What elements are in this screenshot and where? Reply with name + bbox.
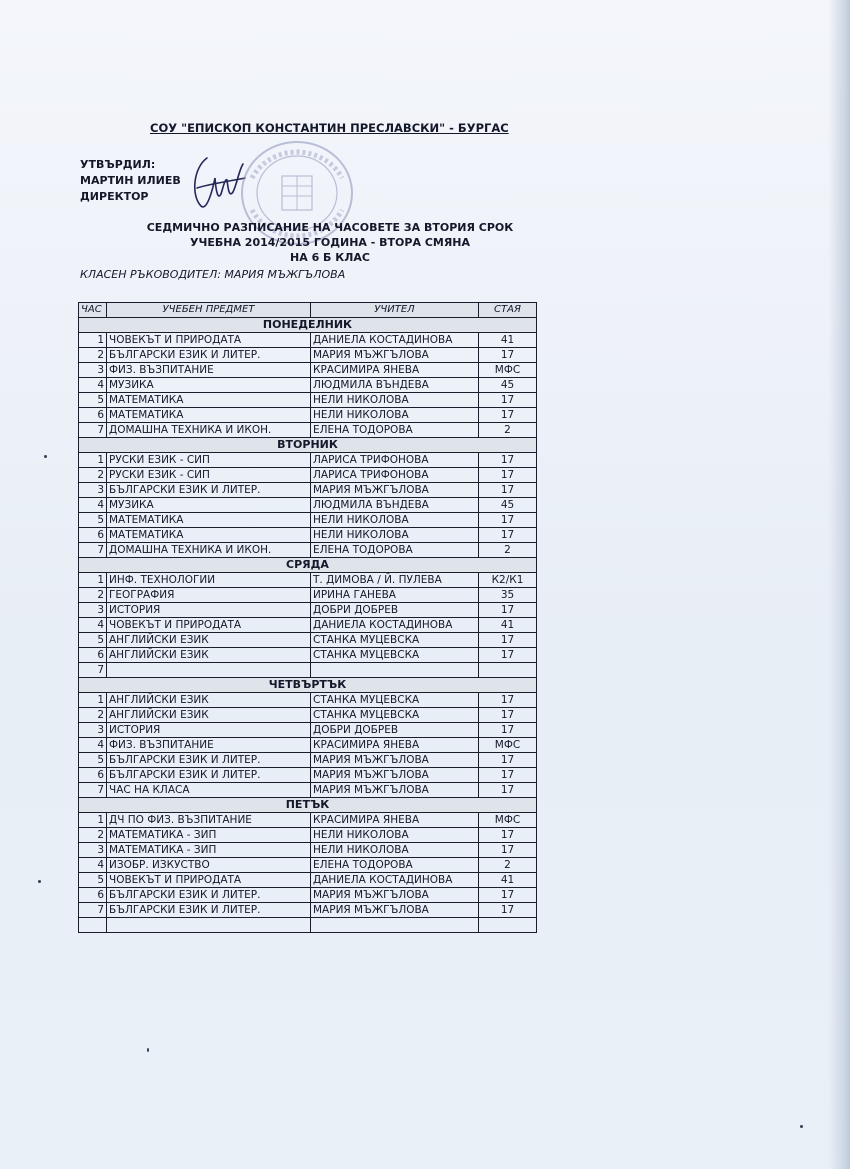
table-row [79,483,537,498]
subject-cell: ДОМАШНА ТЕХНИКА И ИКОН. [107,543,311,558]
subject-cell: МУЗИКА [107,378,311,393]
table-row [79,903,537,918]
hour-cell: 3 [79,723,107,738]
subject-cell: ДЧ ПО ФИЗ. ВЪЗПИТАНИЕ [107,813,311,828]
day-header-row [79,438,537,453]
title-line-1: СЕДМИЧНО РАЗПИСАНИЕ НА ЧАСОВЕТЕ ЗА ВТОРИЯ СРОК [146,221,514,234]
table-row [79,633,537,648]
teacher-cell: КРАСИМИРА ЯНЕВА [311,738,479,753]
school-name: СОУ "ЕПИСКОП КОНСТАНТИН ПРЕСЛАВСКИ" - БУРГАС [150,121,509,135]
table-row [79,453,537,468]
room-cell: 17 [479,903,537,918]
room-cell: 17 [479,753,537,768]
teacher-cell: НЕЛИ НИКОЛОВА [311,513,479,528]
subject-cell: БЪЛГАРСКИ ЕЗИК И ЛИТЕР. [107,768,311,783]
day-name: ПОНЕДЕЛНИК [79,318,537,333]
subject-cell: АНГЛИЙСКИ ЕЗИК [107,693,311,708]
hour-cell: 7 [79,903,107,918]
table-row [79,738,537,753]
hour-cell: 2 [79,588,107,603]
hour-cell: 6 [79,648,107,663]
table-row [79,513,537,528]
subject-cell: БЪЛГАРСКИ ЕЗИК И ЛИТЕР. [107,483,311,498]
teacher-cell: ЕЛЕНА ТОДОРОВА [311,423,479,438]
hour-cell: 4 [79,618,107,633]
table-row [79,693,537,708]
scan-speck [147,1048,149,1052]
hour-cell: 4 [79,378,107,393]
room-cell: 17 [479,528,537,543]
table-row [79,918,537,933]
table-row [79,423,537,438]
hour-cell: 6 [79,528,107,543]
approved-label: УТВЪРДИЛ: [80,158,156,171]
header-room: СТАЯ [479,303,537,318]
hour-cell: 2 [79,828,107,843]
teacher-cell: ЛЮДМИЛА ВЪНДЕВА [311,498,479,513]
hour-cell: 3 [79,363,107,378]
hour-cell: 2 [79,348,107,363]
director-title: ДИРЕКТОР [80,190,149,203]
hour-cell: 2 [79,468,107,483]
room-cell: 17 [479,648,537,663]
hour-cell: 6 [79,888,107,903]
room-cell: 35 [479,588,537,603]
subject-cell: ИСТОРИЯ [107,603,311,618]
teacher-cell: НЕЛИ НИКОЛОВА [311,528,479,543]
table-row [79,378,537,393]
room-cell [479,663,537,678]
title-line-3: НА 6 Б КЛАС [290,251,370,264]
room-cell [479,918,537,933]
subject-cell: РУСКИ ЕЗИК - СИП [107,468,311,483]
subject-cell: ЧОВЕКЪТ И ПРИРОДАТА [107,333,311,348]
room-cell: 17 [479,453,537,468]
teacher-cell: НЕЛИ НИКОЛОВА [311,843,479,858]
hour-cell: 5 [79,393,107,408]
director-name: МАРТИН ИЛИЕВ [80,174,181,187]
subject-cell: МАТЕМАТИКА - ЗИП [107,828,311,843]
room-cell: 17 [479,483,537,498]
hour-cell [79,918,107,933]
scan-speck [800,1125,803,1128]
teacher-cell: МАРИЯ МЪЖГЪЛОВА [311,753,479,768]
table-row [79,753,537,768]
subject-cell: ФИЗ. ВЪЗПИТАНИЕ [107,738,311,753]
room-cell: 17 [479,468,537,483]
table-row [79,888,537,903]
subject-cell: МАТЕМАТИКА - ЗИП [107,843,311,858]
hour-cell: 1 [79,693,107,708]
teacher-cell: СТАНКА МУЦЕВСКА [311,708,479,723]
table-row [79,348,537,363]
teacher-cell: НЕЛИ НИКОЛОВА [311,828,479,843]
room-cell: МФС [479,813,537,828]
table-row [79,873,537,888]
subject-cell [107,663,311,678]
scan-speck [38,880,41,883]
room-cell: К2/К1 [479,573,537,588]
teacher-cell: МАРИЯ МЪЖГЪЛОВА [311,768,479,783]
room-cell: 45 [479,498,537,513]
hour-cell: 2 [79,708,107,723]
hour-cell: 4 [79,858,107,873]
header-teacher: УЧИТЕЛ [311,303,479,318]
subject-cell: ИСТОРИЯ [107,723,311,738]
hour-cell: 1 [79,813,107,828]
room-cell: 17 [479,393,537,408]
hour-cell: 7 [79,543,107,558]
teacher-cell: ДАНИЕЛА КОСТАДИНОВА [311,873,479,888]
day-name: ЧЕТВЪРТЪК [79,678,537,693]
teacher-cell: КРАСИМИРА ЯНЕВА [311,363,479,378]
room-cell: 17 [479,783,537,798]
day-name: ПЕТЪК [79,798,537,813]
room-cell: 41 [479,618,537,633]
hour-cell: 3 [79,483,107,498]
table-row [79,813,537,828]
table-row [79,333,537,348]
teacher-cell: СТАНКА МУЦЕВСКА [311,693,479,708]
teacher-cell: ЛАРИСА ТРИФОНОВА [311,453,479,468]
title-line-2: УЧЕБНА 2014/2015 ГОДИНА - ВТОРА СМЯНА [189,236,471,249]
scan-speck [44,455,47,458]
teacher-cell: ЛЮДМИЛА ВЪНДЕВА [311,378,479,393]
room-cell: 45 [479,378,537,393]
hour-cell: 4 [79,738,107,753]
teacher-cell: ДАНИЕЛА КОСТАДИНОВА [311,333,479,348]
table-row [79,363,537,378]
subject-cell: ЧАС НА КЛАСА [107,783,311,798]
subject-cell: БЪЛГАРСКИ ЕЗИК И ЛИТЕР. [107,348,311,363]
subject-cell: ФИЗ. ВЪЗПИТАНИЕ [107,363,311,378]
subject-cell: АНГЛИЙСКИ ЕЗИК [107,633,311,648]
teacher-cell: МАРИЯ МЪЖГЪЛОВА [311,903,479,918]
room-cell: 17 [479,693,537,708]
teacher-cell: НЕЛИ НИКОЛОВА [311,408,479,423]
schedule-table [78,302,537,933]
room-cell: 17 [479,348,537,363]
teacher-cell [311,663,479,678]
teacher-cell: МАРИЯ МЪЖГЪЛОВА [311,888,479,903]
table-header-row [79,303,537,318]
subject-cell: ГЕОГРАФИЯ [107,588,311,603]
homeroom-teacher: КЛАСЕН РЪКОВОДИТЕЛ: МАРИЯ МЪЖГЪЛОВА [80,268,346,281]
subject-cell: ЧОВЕКЪТ И ПРИРОДАТА [107,873,311,888]
teacher-cell: ДАНИЕЛА КОСТАДИНОВА [311,618,479,633]
hour-cell: 5 [79,633,107,648]
table-row [79,663,537,678]
room-cell: 17 [479,843,537,858]
day-name: ВТОРНИК [79,438,537,453]
subject-cell: ЧОВЕКЪТ И ПРИРОДАТА [107,618,311,633]
table-row [79,618,537,633]
hour-cell: 6 [79,408,107,423]
table-row [79,843,537,858]
subject-cell: МАТЕМАТИКА [107,408,311,423]
subject-cell: АНГЛИЙСКИ ЕЗИК [107,648,311,663]
hour-cell: 7 [79,783,107,798]
day-header-row [79,318,537,333]
hour-cell: 6 [79,768,107,783]
subject-cell: МУЗИКА [107,498,311,513]
hour-cell: 7 [79,423,107,438]
schedule-body [79,318,537,933]
teacher-cell: ДОБРИ ДОБРЕВ [311,603,479,618]
table-row [79,408,537,423]
subject-cell: БЪЛГАРСКИ ЕЗИК И ЛИТЕР. [107,888,311,903]
header-hour: ЧАС [79,303,107,318]
hour-cell: 5 [79,513,107,528]
table-row [79,588,537,603]
room-cell: 17 [479,888,537,903]
approval-block [80,157,181,205]
hour-cell: 5 [79,873,107,888]
table-row [79,858,537,873]
table-row [79,768,537,783]
teacher-cell: СТАНКА МУЦЕВСКА [311,648,479,663]
teacher-cell: МАРИЯ МЪЖГЪЛОВА [311,783,479,798]
table-row [79,708,537,723]
hour-cell: 3 [79,603,107,618]
subject-cell [107,918,311,933]
teacher-cell: НЕЛИ НИКОЛОВА [311,393,479,408]
subject-cell: МАТЕМАТИКА [107,513,311,528]
room-cell: 17 [479,768,537,783]
teacher-cell: ЕЛЕНА ТОДОРОВА [311,543,479,558]
table-row [79,528,537,543]
room-cell: 17 [479,723,537,738]
subject-cell: РУСКИ ЕЗИК - СИП [107,453,311,468]
table-row [79,468,537,483]
room-cell: 2 [479,858,537,873]
hour-cell: 1 [79,453,107,468]
teacher-cell: Т. ДИМОВА / Й. ПУЛЕВА [311,573,479,588]
room-cell: 17 [479,513,537,528]
table-row [79,543,537,558]
hour-cell: 3 [79,843,107,858]
subject-cell: АНГЛИЙСКИ ЕЗИК [107,708,311,723]
teacher-cell: ИРИНА ГАНЕВА [311,588,479,603]
teacher-cell [311,918,479,933]
teacher-cell: ЛАРИСА ТРИФОНОВА [311,468,479,483]
table-row [79,498,537,513]
room-cell: 2 [479,423,537,438]
table-row [79,783,537,798]
subject-cell: БЪЛГАРСКИ ЕЗИК И ЛИТЕР. [107,903,311,918]
room-cell: МФС [479,738,537,753]
day-header-row [79,798,537,813]
room-cell: 41 [479,333,537,348]
teacher-cell: МАРИЯ МЪЖГЪЛОВА [311,483,479,498]
subject-cell: ИНФ. ТЕХНОЛОГИИ [107,573,311,588]
room-cell: 17 [479,633,537,648]
day-name: СРЯДА [79,558,537,573]
teacher-cell: ДОБРИ ДОБРЕВ [311,723,479,738]
table-row [79,648,537,663]
table-row [79,603,537,618]
room-cell: 17 [479,828,537,843]
table-row [79,828,537,843]
schedule-heading [120,220,540,265]
hour-cell: 5 [79,753,107,768]
subject-cell: ИЗОБР. ИЗКУСТВО [107,858,311,873]
teacher-cell: КРАСИМИРА ЯНЕВА [311,813,479,828]
subject-cell: МАТЕМАТИКА [107,528,311,543]
header-subject: УЧЕБЕН ПРЕДМЕТ [107,303,311,318]
hour-cell: 7 [79,663,107,678]
hour-cell: 4 [79,498,107,513]
teacher-cell: СТАНКА МУЦЕВСКА [311,633,479,648]
day-header-row [79,678,537,693]
table-row [79,573,537,588]
room-cell: 2 [479,543,537,558]
subject-cell: ДОМАШНА ТЕХНИКА И ИКОН. [107,423,311,438]
room-cell: 17 [479,603,537,618]
room-cell: МФС [479,363,537,378]
hour-cell: 1 [79,573,107,588]
subject-cell: БЪЛГАРСКИ ЕЗИК И ЛИТЕР. [107,753,311,768]
room-cell: 17 [479,708,537,723]
subject-cell: МАТЕМАТИКА [107,393,311,408]
hour-cell: 1 [79,333,107,348]
teacher-cell: МАРИЯ МЪЖГЪЛОВА [311,348,479,363]
table-row [79,393,537,408]
teacher-cell: ЕЛЕНА ТОДОРОВА [311,858,479,873]
room-cell: 17 [479,408,537,423]
room-cell: 41 [479,873,537,888]
day-header-row [79,558,537,573]
table-row [79,723,537,738]
